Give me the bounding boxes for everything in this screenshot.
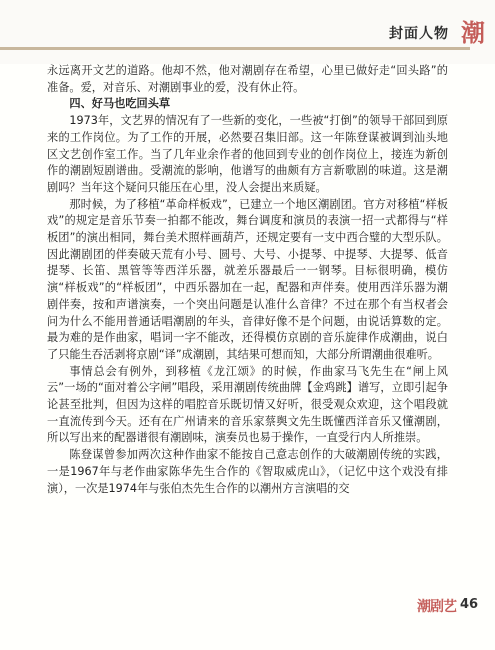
page-number: 46 [460, 597, 479, 612]
paragraph: 那时候，为了移植“革命样板戏”，已建立一个地区潮剧团。官方对移植“样板戏”的规定是音乐节奏一拍都不能改，舞台调度和演员的表演一招一式都得与“样板团”的演出相同，舞台美术照样画葫芦，还规定要有一支中西合璧的大型乐队。因此潮剧团的伴奏破天荒有小号、圆号、大号、小提琴、中提琴、大提琴、低音提琴、长笛、黑管等等西洋乐器，就差乐器最后一一钢琴。目标很明确，模仿演“样板戏”的“样板团”，中西乐器加在一起，配器和声伴奏。使用西洋乐器为潮剧伴奏，按和声谱演奏，一个突出问题是认准什么音律？不过在那个有当权者会问为什么不能用普通话唱潮剧的年头，音律好像不是个问题，由说话算数的定。最为难的是作曲家，唱词一字不能改，还得模仿京剧的音乐旋律作成潮曲，说白了只能生吞活剥将京剧“译”成潮剧，其结果可想而知，大部分所谓潮曲很难听。 [47, 197, 448, 361]
paragraph: 1973年，文艺界的情况有了一些新的变化，一些被“打倒”的领导干部回到原来的工作岗位。为了工作的开展，必然要召集旧部。这一年陈登谋被调到汕头地区文艺创作室工作。当了几年业余作者的他回到专业的创作岗位上，接连为新创作的潮剧短剧谱曲。受潮流的影响，他谱写的曲颇有方言新歌剧的味道。这是潮剧吗？当年这个疑问只能压在心里，没人会提出来质疑。 [47, 114, 448, 194]
section-logo-icon: 潮 [461, 18, 485, 47]
section-heading: 四、好马也吃回头草 [69, 97, 171, 111]
paragraph: 陈登谋曾参加两次这种作曲家不能按自己意志创作的大破潮剧传统的实践，一是1967年与老作曲家陈华先生合作的《智取威虎山》，（记忆中这个戏没有排演），一次是1974年与张伯杰先生合作的以潮州方言演唱的交 [47, 448, 448, 495]
section-title: 封面人物 [389, 26, 449, 42]
paragraph: 永远离开文艺的道路。他却不然，他对潮剧存在希望，心里已做好走“回头路”的准备。爱，对音乐、对潮剧事业的爱，没有休止符。 [47, 64, 448, 94]
article-body [47, 63, 448, 497]
header-rule [0, 47, 470, 50]
paragraph: 事情总会有例外，到移植《龙江颂》的时候，作曲家马飞先生在“闸上风云”一场的“面对着公字闸”唱段，采用潮剧传统曲牌【金鸡跳】谱写，立即引起争论甚至批判，但因为这样的唱腔音乐既切情又好听，很受观众欢迎，这个唱段就一直流传到今天。还有在广州请来的音乐家蔡舆文先生既懂西洋音乐又懂潮剧，所以写出来的配器谱很有潮剧味，演奏员也易于操作，一直受行内人所推崇。 [47, 364, 448, 445]
footer-logo: 潮剧艺 [417, 599, 456, 615]
